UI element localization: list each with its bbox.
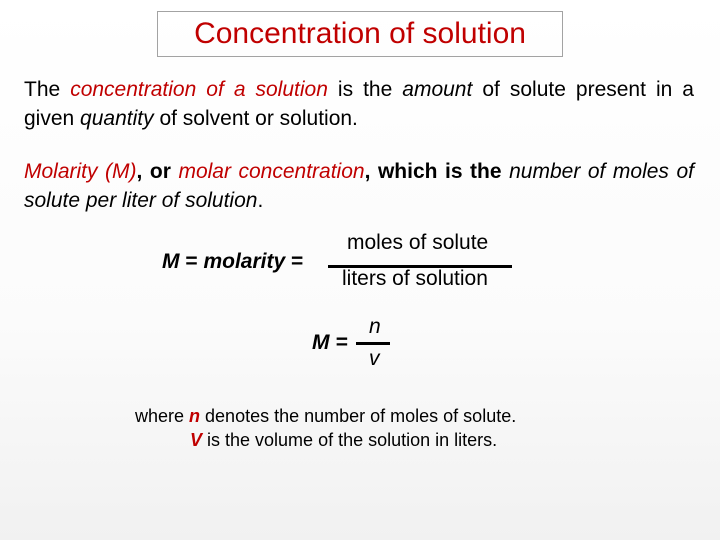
note1-pre: where bbox=[135, 406, 190, 426]
eq1-m: M bbox=[162, 250, 180, 273]
eq1-equals: = bbox=[179, 250, 204, 273]
eq1-equals2: = bbox=[285, 250, 304, 273]
note-line-v bbox=[190, 428, 497, 452]
definition-paragraph bbox=[24, 75, 694, 133]
eq1-word: molarity bbox=[203, 250, 286, 273]
para2-end: . bbox=[257, 189, 264, 212]
para1-mid1: is the bbox=[327, 78, 403, 101]
para1-lead: The bbox=[24, 78, 71, 101]
equation1-lhs bbox=[162, 250, 303, 274]
para2-sep: , or bbox=[136, 160, 179, 183]
note1-post: denotes the number of moles of solute. bbox=[200, 406, 517, 426]
equation2-numerator: n bbox=[369, 315, 381, 338]
para1-tail: of solvent or solution. bbox=[153, 107, 358, 130]
term-molar-concentration: molar concentration bbox=[178, 160, 365, 183]
equation1-numerator: moles of solute bbox=[347, 231, 489, 254]
equation2-denominator: v bbox=[369, 347, 380, 370]
word-amount: amount bbox=[402, 78, 473, 101]
para2-mid: , which is the bbox=[364, 160, 510, 183]
equation2-fraction-bar bbox=[356, 342, 390, 345]
para1-mid2: of solute present in a given bbox=[24, 78, 694, 130]
page-title: Concentration of solution bbox=[194, 17, 526, 50]
term-concentration: concentration of a solution bbox=[70, 78, 328, 101]
note2-var: V bbox=[190, 430, 203, 450]
equation2-lhs: M = bbox=[312, 331, 348, 354]
note2-post: is the volume of the solution in liters. bbox=[202, 430, 498, 450]
title-box bbox=[157, 11, 563, 57]
word-quantity: quantity bbox=[80, 107, 154, 130]
equation1-denominator: liters of solution bbox=[342, 267, 488, 290]
note1-var: n bbox=[189, 406, 201, 426]
molarity-paragraph bbox=[24, 157, 694, 215]
molarity-definition: number of moles of solute per liter of solution bbox=[24, 160, 694, 212]
note-line-n bbox=[135, 404, 516, 428]
term-molarity: Molarity (M) bbox=[24, 160, 137, 183]
